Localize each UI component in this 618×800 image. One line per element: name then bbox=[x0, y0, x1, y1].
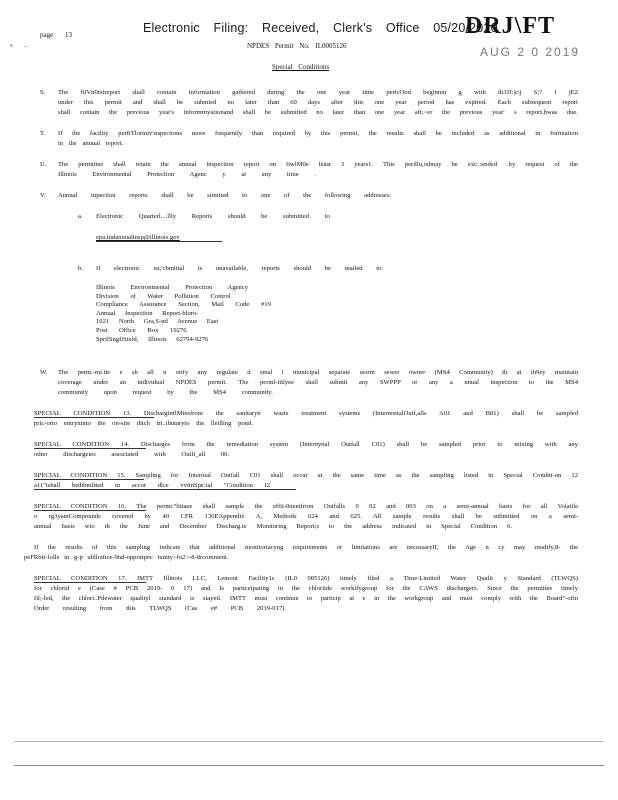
sc17-underline bbox=[34, 582, 146, 583]
item-v-b-text: If electronic su;'cbmittal is unavailable, reports should be mailed to: bbox=[96, 265, 384, 272]
special-condition-13-line-2: pric-orto entryninto the on-site ditch tri..ibutaryto the lletlling pond. bbox=[34, 420, 253, 427]
item-marker-v: V. bbox=[40, 192, 46, 199]
permit-number: NPDES Permit No. IL0005126 bbox=[247, 42, 347, 50]
draft-stamp: DRJ\FT bbox=[465, 13, 555, 39]
sc14-underline bbox=[34, 448, 146, 449]
item-marker-u: U. bbox=[40, 161, 47, 168]
page-corner-mark: • bbox=[10, 42, 27, 50]
item-v-a-marker: a. bbox=[78, 213, 83, 220]
item-v-a-text: Electronic Quarterl....llly Reports should be submitted to bbox=[96, 213, 330, 220]
page-number: 13 bbox=[65, 31, 72, 39]
special-condition-17-line-1: SPECIAL CONDITION 17. IMTT Illinois LLC, Lemont Facility1c (IL0 005126) timely filed a Time-Limited Water Qualit y Standard (TLWQS) bbox=[34, 575, 578, 582]
address-line: Post Office Box 19276 bbox=[96, 326, 187, 334]
sc13-underline bbox=[34, 417, 154, 418]
item-v-b-marker: b. bbox=[78, 265, 83, 272]
sc15-underline bbox=[34, 479, 144, 480]
address-line: 1021 North Gra,S-nd Avenue East bbox=[96, 318, 219, 326]
filing-header: Electronic Filing: Received, Clerk's Office 05/20/2020 bbox=[143, 21, 498, 35]
special-condition-17-line-2: for chlorid e (Case # PCB 2019- 0 17) and Is particeipating in the chloriide workifygroup for the CAWS dischargers. Since the permittee timely bbox=[34, 585, 578, 592]
special-condition-15-line-2: a11"tshall bedtbmltted m accor dlce vvitnSpe:ial "Condition I2 bbox=[34, 482, 271, 489]
special-condition-16-line-1: SPECIAL CONDITION 16. The permc"littaee shall sample the effii-0uentfrom Outfalls 0 02 and 003 on a semi-annual basis for all Volatile bbox=[34, 503, 578, 510]
item-t-line-1: If the facility perfiTlormiv\nspections more frequently than required by this permit, the results shall be included as additional in formiation bbox=[58, 130, 578, 137]
item-v-intro: Annual inpection reports shall be simitted to one of the following addresses: bbox=[58, 192, 392, 199]
section-title: Special Conditions bbox=[272, 63, 330, 71]
received-stamp: AUG 2 0 2019 bbox=[480, 45, 581, 59]
item-w-line-1: The perm.-mi.tte e sh all n otify any regulate d smal l municipal separate storm sewer owner (MS4 Community) th at th9ey maintain bbox=[58, 369, 578, 376]
item-t-line-2: in the annual report. bbox=[58, 140, 124, 147]
footer-rule-top bbox=[14, 741, 604, 742]
mailing-address bbox=[96, 284, 271, 344]
special-condition-17-line-4: Order resulting from this TLWQS (Cas e# PCB 2019-017). bbox=[34, 605, 286, 612]
item-s-line-2: under this permit and shall be submied no later than 60 days after this one year period has expired. Each subsequent report bbox=[58, 99, 578, 106]
item-marker-w: W. bbox=[40, 369, 48, 376]
page-label: page bbox=[40, 31, 54, 39]
sc15-line2-rule bbox=[34, 489, 296, 490]
results-paragraph-line-2: peFRbit-folle in g-p ublloitice-9nd-opportpec tunity~fo2>-8-8rcomment. bbox=[24, 554, 229, 561]
item-u-line-1: The permittee shall retain the annual inspection report on fiwlM0e least 3 years1. This perillu,odmay be ext:.:ended .by request of the bbox=[58, 161, 578, 168]
address-line: SprilSngfiSteld, Illinois 62794-9276 bbox=[96, 335, 209, 343]
item-s-line-1: The fiiVn0rstreport shall contain information gathered during the one year time pericOod beginnin g with th3JJ:|c\j S;? f jE2 bbox=[58, 89, 578, 96]
submission-email-link[interactable]: epa.indannualinsp@illinois.gov bbox=[96, 234, 180, 241]
address-line: Division of Water Pollution Control bbox=[96, 292, 231, 300]
email-rule bbox=[96, 241, 222, 242]
special-condition-14-line-2: other dischargeies associated with Outfi_all 00. bbox=[34, 451, 230, 458]
address-line: Annual Inspection Report-bloro- bbox=[96, 309, 199, 317]
special-condition-13-line-1: SPECIAL CONDITION 13. DischarginflMtesfrom the sanitaryn waste treatment systems (InternoetalOutf,alls A01 and B01) shall be sampled bbox=[34, 410, 578, 417]
item-u-line-2: Illinois Environmental Protection Agenc y at any time . bbox=[58, 171, 316, 178]
results-paragraph-line-1: If the results of this sampling indicate that additional monitoriacyng requirements or limitations are necessaryII, the Age n cy may modify,8- the bbox=[34, 544, 578, 551]
special-condition-16-line-2: o rg3yaniCompounds covered by 40 CFR 136EAppendix A, Methods 624 and 625. All sample results shall be submitted on a semi- bbox=[34, 513, 578, 520]
footer-rule-bottom bbox=[14, 765, 604, 766]
item-marker-t: T. bbox=[40, 130, 46, 137]
special-condition-16-line-3: annual basis wio th the June and December Discharg.te Monitoring Report;s to the address indicated in Special Condition 6. bbox=[34, 523, 512, 530]
address-line: Illinois Environmental Protection Agency bbox=[96, 284, 249, 291]
sc16-underline bbox=[34, 510, 146, 511]
item-w-line-2: coverage under an individual NPDES permit. The perml-ittlyee shall submit any SWPPP or any a nnual inspection to the MS4 bbox=[58, 379, 578, 386]
special-condition-14-line-1: SPECIAL CONDITION 14. Discharges from the remediation system (Internynal Outfall C01) shall be sampled prior to mixing with any bbox=[34, 441, 578, 448]
item-w-line-3: community upon request by the MS4 community. bbox=[58, 389, 273, 396]
special-condition-17-line-3: fil;-led, the chlori..Pdewater qualityl standard is stayed. IMTT must continue to particip at e in the workgroup and must comply with the Board"-ofin bbox=[34, 595, 578, 602]
item-s-line-3: shall contain the previous year's informrnyationand shall be submitted no later than one year aft;>er the previous year' s report.bwas due. bbox=[58, 109, 578, 116]
address-line: Compliance Assurance Section, Mail Code #19 bbox=[96, 301, 271, 309]
item-marker-s: S. bbox=[40, 89, 46, 96]
special-condition-15-line-1: SPECIAL CONDITION 15. Sampling for Internial Outfall C01 shall occur at the same time as the sampling listed in Special Conditi-on 12 bbox=[34, 472, 578, 479]
